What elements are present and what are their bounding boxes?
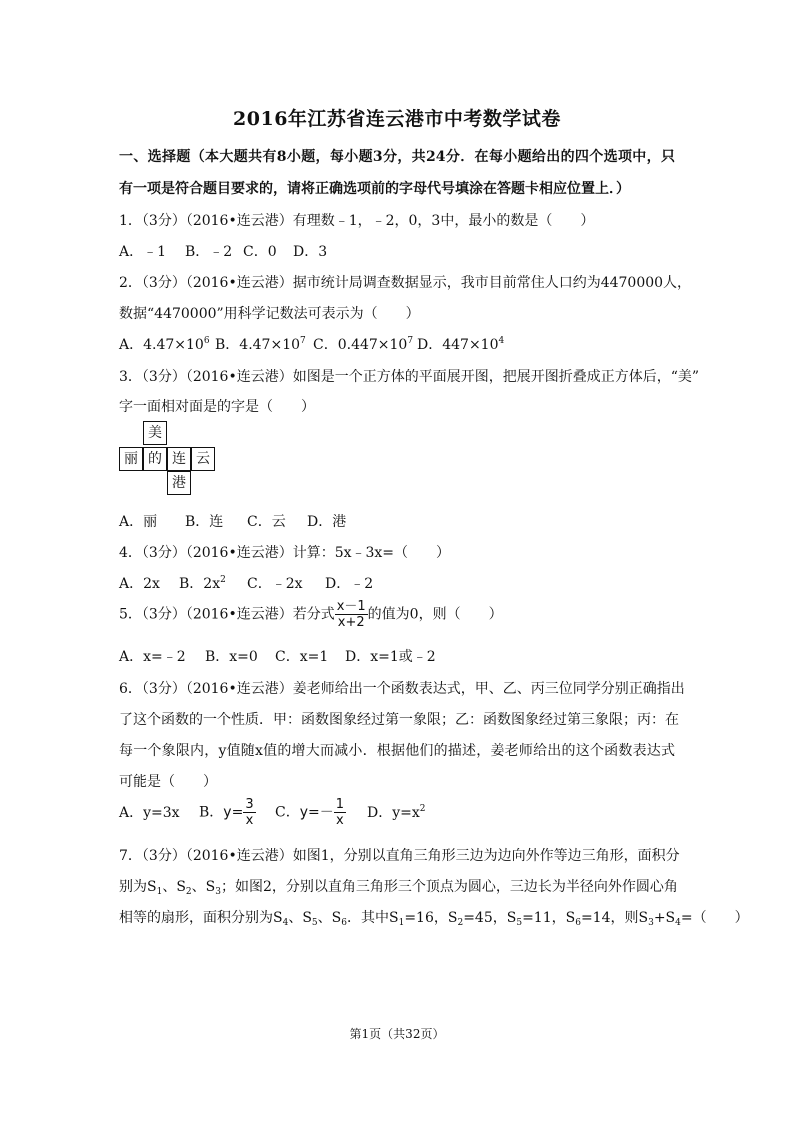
- question-5-options: [119, 646, 436, 666]
- question-6-stem-line-3: 每一个象限内，y值随x值的增大而减小．根据他们的描述，姜老师给出的这个函数表达式: [119, 743, 675, 759]
- option-d: D．x=1或﹣2: [345, 649, 436, 665]
- page-footer: 第1页（共32页）: [349, 1027, 445, 1041]
- option-d: D．港: [307, 514, 347, 530]
- question-4-options: [119, 573, 373, 593]
- option-d: D．﹣2: [325, 576, 374, 592]
- option-c: C．$0.447\times 10^7$: [313, 336, 414, 353]
- cube-net-figure: [119, 421, 219, 496]
- section-heading-line-2: 有一项是符合题目要求的，请将正确选项前的字母代号填涂在答题卡相应位置上．）: [119, 181, 630, 197]
- fraction: $\frac{1}{x}$: [335, 797, 345, 828]
- option-a: A．$4.47\times 10^6$: [119, 336, 210, 353]
- question-2-options: [119, 334, 504, 354]
- question-4-stem: 4．（3分）（2016•连云港）计算：5x﹣3x=（ ）: [119, 545, 451, 561]
- page-title: 2016年江苏省连云港市中考数学试卷: [233, 108, 561, 130]
- option-c: C．x=1: [275, 649, 329, 665]
- question-7-stem-line-3: 相等的扇形，面积分别为$S_4$、$S_5$、$S_6$．其中$S_1=16$，$S_2=45$，$S_5=11$，$S_6=14$，则$S_3+S_4=$（ ）: [119, 910, 749, 928]
- option-a: A．x=﹣2: [119, 649, 186, 665]
- question-6-stem-line-1: 6．（3分）（2016•连云港）姜老师给出一个函数表达式，甲、乙、丙三位同学分别正确指出: [119, 681, 685, 697]
- option-a: A．y=3x: [119, 804, 180, 821]
- net-cell-1: 丽: [119, 447, 143, 471]
- question-2-stem-line-1: 2．（3分）（2016•连云港）据市统计局调查数据显示，我市目前常住人口约为4470000人，: [119, 275, 692, 291]
- option-d: D．$447\times 10^4$: [417, 336, 505, 353]
- option-d: D．$y=x^2$: [367, 803, 426, 821]
- option-c: C．﹣2x: [247, 576, 303, 592]
- question-7-stem-line-1: 7．（3分）（2016•连云港）如图1，分别以直角三角形三边为边向外作等边三角形，面积分: [119, 848, 680, 864]
- option-d: D．3: [293, 244, 328, 260]
- net-cell-2: 的: [143, 447, 167, 471]
- option-c: C．云: [247, 514, 286, 530]
- question-1-options: [119, 241, 327, 261]
- question-3-options: [119, 511, 346, 531]
- question-7-stem-line-2: 别为$S_1$、$S_2$、$S_3$；如图2，分别以直角三角形三个顶点为圆心，三边长为半径向外作圆心角: [119, 879, 678, 897]
- fraction: $\frac{x-1}{x+2}$: [336, 599, 366, 630]
- option-b: B．x=0: [205, 649, 258, 665]
- question-6-options: [119, 797, 426, 828]
- option-b: B．$2x^2$: [179, 575, 226, 592]
- question-5-stem: 5．（3分）（2016•连云港）若分式 $\frac{x-1}{x+2}$ 的值为0，则（ ）: [119, 599, 503, 630]
- option-b: B．y= $\frac{3}{x}$: [199, 797, 254, 828]
- option-a: A．丽: [119, 514, 158, 530]
- option-a: A．﹣1: [119, 244, 167, 260]
- net-cell-bottom: 港: [167, 471, 191, 495]
- option-c: C．y=－ $\frac{1}{x}$: [275, 797, 345, 828]
- net-cell-3: 连: [167, 447, 191, 471]
- option-c: C．0: [243, 244, 277, 260]
- option-b: B．连: [185, 514, 224, 530]
- question-6-stem-line-4: 可能是（ ）: [119, 774, 217, 790]
- net-cell-4: 云: [191, 447, 215, 471]
- question-2-stem-line-2: 数据“4470000”用科学记数法可表示为（ ）: [119, 306, 420, 322]
- option-b: B．$4.47\times 10^7$: [215, 336, 306, 353]
- question-3-stem-line-2: 字一面相对面是的字是（ ）: [119, 399, 315, 415]
- question-3-stem-line-1: 3．（3分）（2016•连云港）如图是一个正方体的平面展开图，把展开图折叠成正方体后，“美”: [119, 369, 700, 385]
- net-cell-top: 美: [143, 421, 167, 445]
- option-b: B．﹣2: [185, 244, 233, 260]
- section-heading-line-1: 一、选择题（本大题共有8小题，每小题3分，共24分．在每小题给出的四个选项中，只: [119, 149, 675, 165]
- option-a: A．2x: [119, 576, 160, 592]
- question-1-stem: 1．（3分）（2016•连云港）有理数﹣1，﹣2，0，3中，最小的数是（ ）: [119, 213, 595, 229]
- question-6-stem-line-2: 了这个函数的一个性质．甲：函数图象经过第一象限；乙：函数图象经过第三象限；丙：在: [119, 712, 679, 728]
- fraction: $\frac{3}{x}$: [245, 797, 254, 828]
